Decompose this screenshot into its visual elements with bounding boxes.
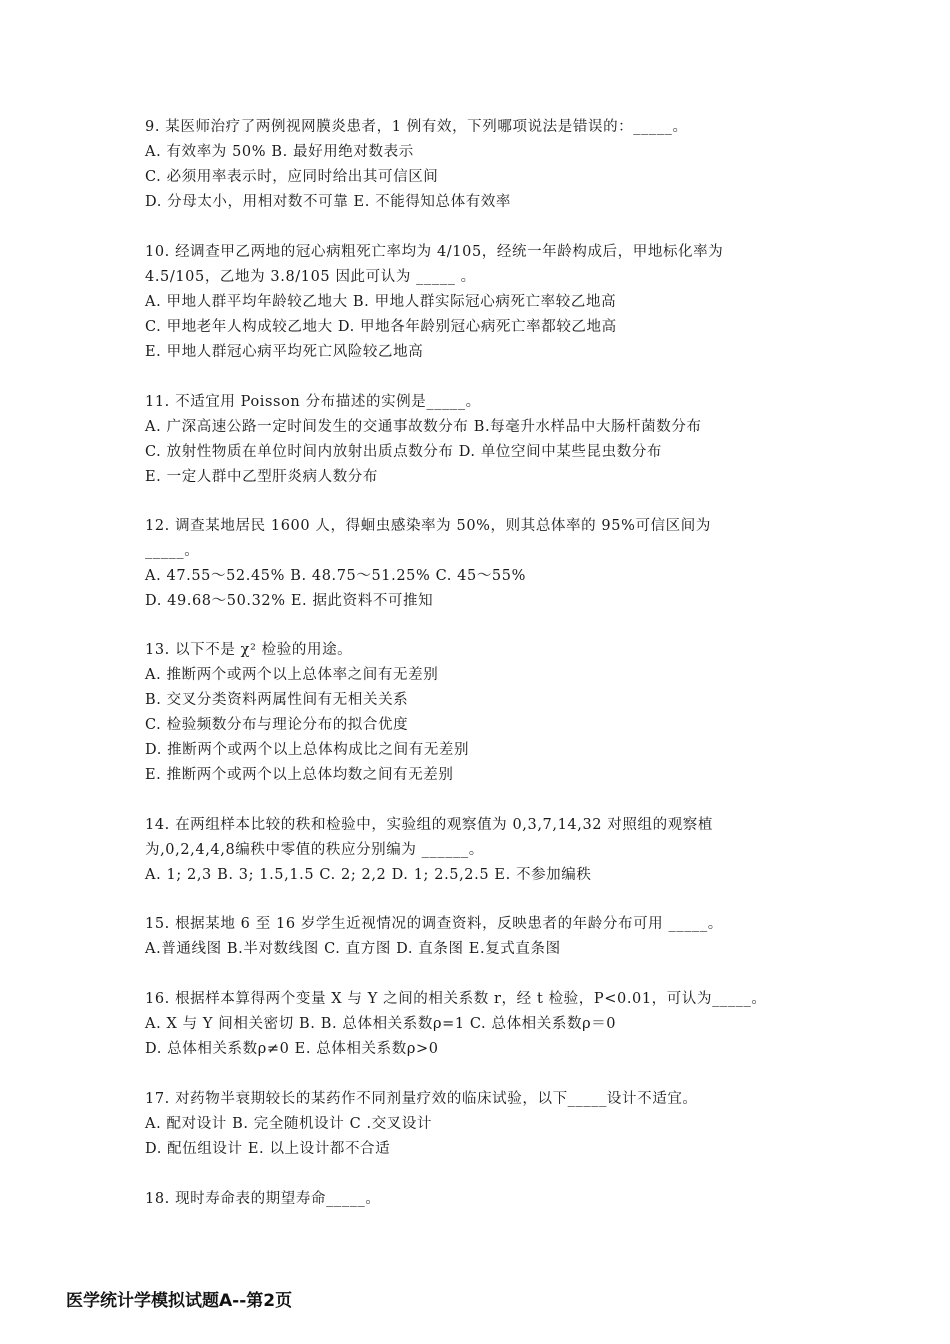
question-line: C. 放射性物质在单位时间内放射出质点数分布 D. 单位空间中某些昆虫数分布 [145, 444, 663, 460]
question-line: E. 一定人群中乙型肝炎病人数分布 [145, 469, 379, 485]
question-line: _____。 [145, 543, 200, 559]
question-16 [145, 987, 825, 1062]
question-line: 16. 根据样本算得两个变量 X 与 Y 之间的相关系数 r，经 t 检验，P<0.01，可认为_____。 [145, 991, 767, 1007]
question-line: D. 配伍组设计 E. 以上设计都不合适 [145, 1141, 391, 1157]
question-10 [145, 240, 825, 365]
question-line: 13. 以下不是 χ² 检验的用途。 [145, 642, 353, 658]
question-line: A. 广深高速公路一定时间发生的交通事故数分布 B.每毫升水样品中大肠杆菌数分布 [145, 419, 702, 435]
question-line: C. 甲地老年人构成较乙地大 D. 甲地各年龄别冠心病死亡率都较乙地高 [145, 319, 617, 335]
question-line: A. 配对设计 B. 完全随机设计 C .交叉设计 [145, 1116, 433, 1132]
question-line: 11. 不适宜用 Poisson 分布描述的实例是_____。 [145, 394, 481, 410]
question-13 [145, 638, 825, 788]
page-footer: 医学统计学模拟试题A--第2页 [66, 1291, 293, 1311]
question-line: 17. 对药物半衰期较长的某药作不同剂量疗效的临床试验，以下_____设计不适宜。 [145, 1091, 698, 1107]
question-15 [145, 912, 825, 962]
question-line: D. 49.68～50.32% E. 据此资料不可推知 [145, 593, 434, 609]
question-line: 12. 调查某地居民 1600 人，得蛔虫感染率为 50%，则其总体率的 95%可信区间为 [145, 518, 711, 534]
question-line: A. 1; 2,3 B. 3; 1.5,1.5 C. 2; 2,2 D. 1; 2.5,2.5 E. 不参加编秩 [145, 867, 592, 883]
question-14 [145, 813, 825, 888]
question-11 [145, 390, 825, 490]
question-line: 10. 经调查甲乙两地的冠心病粗死亡率均为 4/105，经统一年龄构成后，甲地标化率为 [145, 244, 724, 260]
question-line: C. 检验频数分布与理论分布的拟合优度 [145, 717, 409, 733]
question-line: 为,0,2,4,4,8编秩中零值的秩应分别编为 ______。 [145, 842, 484, 858]
question-line: B. 交叉分类资料两属性间有无相关关系 [145, 692, 409, 708]
question-line: A. X 与 Y 间相关密切 B. B. 总体相关系数ρ=1 C. 总体相关系数ρ＝0 [145, 1016, 617, 1032]
question-line: A. 47.55～52.45% B. 48.75～51.25% C. 45～55% [145, 568, 526, 584]
question-line: 4.5/105，乙地为 3.8/105 因此可认为 _____ 。 [145, 269, 476, 285]
question-line: 9. 某医师治疗了两例视网膜炎患者，1 例有效，下列哪项说法是错误的：_____。 [145, 119, 688, 135]
question-line: 14. 在两组样本比较的秩和检验中，实验组的观察值为 0,3,7,14,32 对照组的观察植 [145, 817, 713, 833]
question-line: A. 甲地人群平均年龄较乙地大 B. 甲地人群实际冠心病死亡率较乙地高 [145, 294, 617, 310]
question-line: E. 推断两个或两个以上总体均数之间有无差别 [145, 767, 454, 783]
question-line: 15. 根据某地 6 至 16 岁学生近视情况的调查资料，反映患者的年龄分布可用 _____。 [145, 916, 723, 932]
question-9 [145, 115, 825, 215]
question-line: 18. 现时寿命表的期望寿命_____。 [145, 1191, 381, 1207]
question-line: D. 总体相关系数ρ≠0 E. 总体相关系数ρ>0 [145, 1041, 439, 1057]
question-17 [145, 1087, 825, 1162]
question-line: D. 分母太小，用相对数不可靠 E. 不能得知总体有效率 [145, 194, 512, 210]
question-12 [145, 514, 825, 614]
question-line: A. 有效率为 50% B. 最好用绝对数表示 [145, 144, 414, 160]
question-18 [145, 1187, 825, 1212]
question-line: A.普通线图 B.半对数线图 C. 直方图 D. 直条图 E.复式直条图 [145, 941, 561, 957]
question-line: A. 推断两个或两个以上总体率之间有无差别 [145, 667, 439, 683]
question-line: D. 推断两个或两个以上总体构成比之间有无差别 [145, 742, 470, 758]
question-line: C. 必须用率表示时，应同时给出其可信区间 [145, 169, 439, 185]
question-line: E. 甲地人群冠心病平均死亡风险较乙地高 [145, 344, 424, 360]
